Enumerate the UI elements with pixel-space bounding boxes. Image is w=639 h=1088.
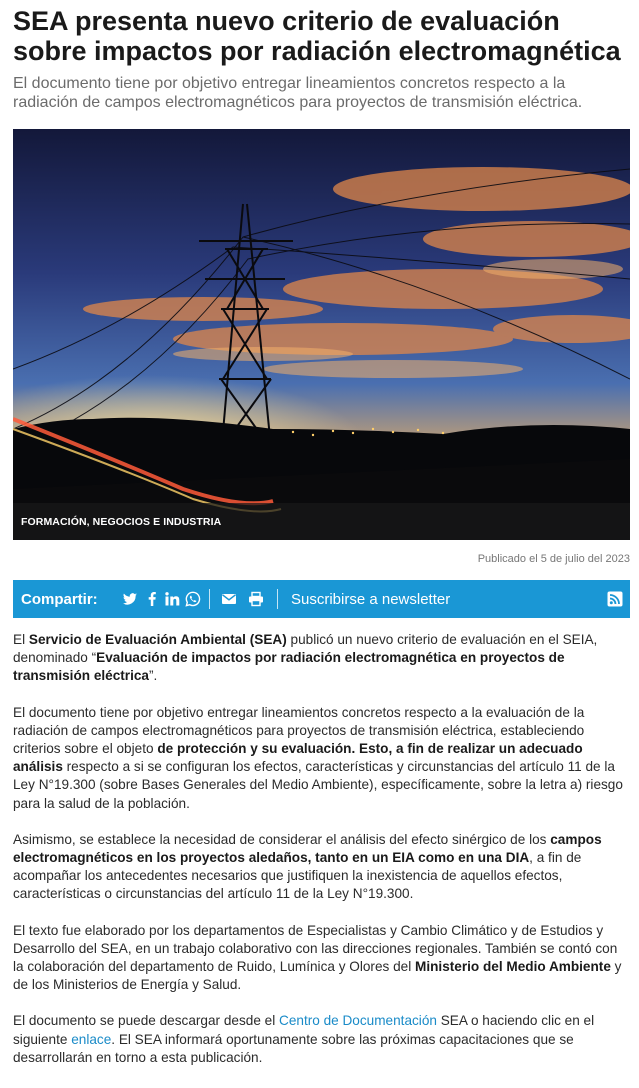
facebook-icon[interactable]: [144, 591, 160, 607]
print-icon[interactable]: [248, 591, 264, 607]
article-subtitle: El documento tiene por objetivo entregar lineamientos concretos respecto a la radiación de campos electromagnéticos para proyectos de transmisión eléctrica.: [13, 75, 583, 111]
share-divider: [277, 589, 278, 609]
download-link[interactable]: enlace: [71, 1031, 112, 1047]
linkedin-icon[interactable]: [164, 591, 180, 607]
category-banner: [13, 503, 630, 540]
article-body: [13, 631, 629, 1085]
documentation-center-link[interactable]: Centro de Documentación: [279, 1013, 437, 1029]
paragraph-4: El texto fue elaborado por los departamentos de Especialistas y Cambio Climático y de Estudios y Desarrollo del SEA, en un trabajo colaborativo con las direcciones regionales. También se contó con la colaboración del departamento de Ruido, Lumínica y Olores del Ministerio del Medio Ambiente y de los Ministerios de Energía y Salud.: [13, 922, 622, 993]
newsletter-link[interactable]: Suscribirse a newsletter: [291, 591, 451, 608]
article-title: SEA presenta nuevo criterio de evaluación sobre impactos por radiación electromagnética: [13, 6, 621, 66]
hero-image: [13, 129, 630, 540]
paragraph-1: El Servicio de Evaluación Ambiental (SEA) publicó un nuevo criterio de evaluación en el SEIA, denominado “Evaluación de impactos por radiación electromagnética en proyectos de transmisión eléctrica”.: [13, 632, 598, 684]
paragraph-5: El documento se puede descargar desde el Centro de Documentación SEA o haciendo clic en el siguiente enlace. El SEA informará oportunamente sobre las próximas capacitaciones que se desarrollarán en torno a esta publicación.: [13, 1013, 595, 1065]
category-label[interactable]: FORMACIÓN, NEGOCIOS E INDUSTRIA: [21, 516, 222, 528]
paragraph-3: Asimismo, se establece la necesidad de considerar el análisis del efecto sinérgico de los campos electromagnéticos en los proyectos aledaños, tanto en un EIA como en una DIA, a fin de acompañar los antecedentes necesarios que justifiquen la inexistencia de aquellos efectos, características o circunstancias del artículo 11 de la Ley N°19.300.: [13, 831, 602, 902]
share-bar: [13, 580, 630, 618]
whatsapp-icon[interactable]: [185, 591, 201, 607]
rss-icon[interactable]: [607, 591, 623, 607]
email-icon[interactable]: [221, 591, 237, 607]
power-tower-photo: [13, 129, 630, 540]
twitter-icon[interactable]: [122, 591, 138, 607]
share-label: Compartir:: [21, 591, 98, 608]
share-divider: [209, 589, 210, 609]
publish-date: Publicado el 5 de julio del 2023: [477, 553, 630, 565]
paragraph-2: El documento tiene por objetivo entregar lineamientos concretos respecto a la evaluación de la radiación de campos electromagnéticos para proyectos de transmisión eléctrica, estableciendo criterios sobre el objeto de protección y su evaluación. Esto, a fin de realizar un adecuado análisis respecto a si se configuran los efectos, características y circunstancias del artículo 11 de la Ley N°19.300 (sobre Bases Generales del Medio Ambiente), específicamente, sobre la letra a) riesgo para la salud de la población.: [13, 704, 623, 811]
